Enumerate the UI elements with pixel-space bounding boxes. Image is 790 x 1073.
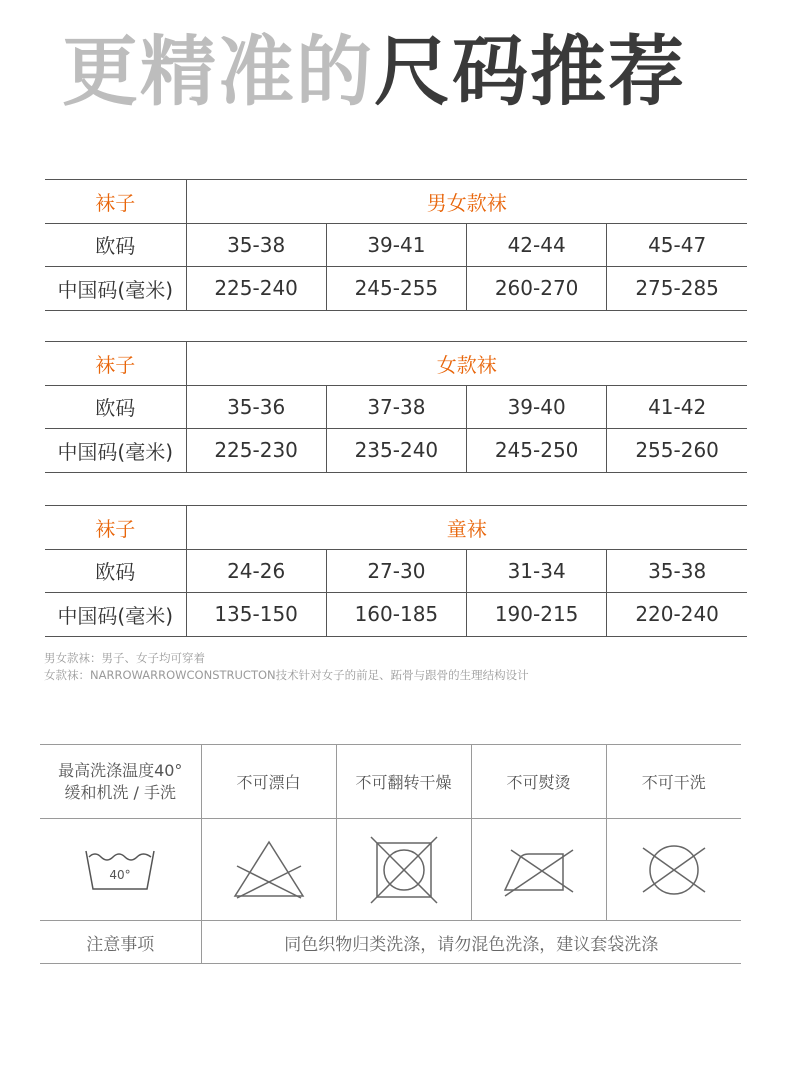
notice-label: 注意事项 [40, 921, 201, 964]
table-cell: 225-240 [186, 267, 326, 311]
no-bleach-label: 不可漂白 [201, 745, 336, 819]
header-title: 女款袜 [436, 352, 497, 377]
table-cell: 235-240 [326, 429, 466, 473]
table-cell: 190-215 [467, 593, 607, 637]
row-label: 中国码(毫米) [45, 593, 186, 637]
table-cell: 27-30 [326, 549, 466, 593]
notice-text: 同色织物归类洗涤，请勿混色洗涤，建议套袋洗涤 [284, 934, 659, 955]
table-row [45, 593, 747, 637]
row-label: 欧码 [45, 549, 186, 593]
care-label-row [40, 745, 741, 819]
table-cell: 37-38 [326, 385, 466, 429]
table-cell: 275-285 [635, 276, 719, 301]
no-iron-cell [471, 819, 606, 921]
wash-temp-label [40, 745, 201, 819]
no-bleach-cell [201, 819, 336, 921]
no-tumble-dry-icon [369, 835, 439, 905]
header-label: 袜子 [45, 506, 186, 550]
table-cell: 35-36 [186, 385, 326, 429]
header-title: 男女款袜 [426, 190, 507, 215]
table-header-row [45, 180, 747, 224]
no-iron-label: 不可熨烫 [471, 745, 606, 819]
headline-dark: 尺码推荐 [374, 27, 686, 116]
no-tumble-dry-label: 不可翻转干燥 [336, 745, 471, 819]
wash-basin-icon [83, 845, 157, 895]
size-notes [44, 650, 529, 684]
size-table-kids [45, 505, 747, 637]
row-label: 欧码 [45, 385, 186, 429]
wash-temp-line1: 最高洗涤温度40° [58, 760, 183, 780]
row-label: 中国码(毫米) [45, 267, 186, 311]
no-iron-icon [501, 840, 577, 900]
table-cell: 35-38 [648, 558, 707, 583]
table-cell: 225-230 [186, 429, 326, 473]
no-dry-clean-label: 不可干洗 [641, 773, 706, 792]
table-cell: 245-255 [326, 267, 466, 311]
table-header-row [45, 342, 747, 386]
care-instructions-table [40, 744, 741, 964]
table-cell: 39-40 [467, 385, 607, 429]
table-cell: 39-41 [326, 223, 466, 267]
header-title: 童袜 [446, 516, 487, 541]
table-cell: 42-44 [467, 223, 607, 267]
header-label: 袜子 [45, 180, 186, 224]
size-table-unisex [45, 179, 747, 311]
no-dry-clean-cell [606, 819, 741, 921]
row-label: 中国码(毫米) [45, 429, 186, 473]
table-header-row [45, 506, 747, 550]
table-row [45, 223, 747, 267]
wash-temp-line2: 缓和机洗 / 手洗 [64, 782, 177, 802]
row-label: 欧码 [45, 223, 186, 267]
no-dry-clean-icon [639, 840, 709, 900]
table-cell: 31-34 [467, 549, 607, 593]
table-cell: 41-42 [648, 394, 707, 419]
table-cell: 160-185 [326, 593, 466, 637]
note-line: 男女款袜：男子、女子均可穿着 [44, 651, 205, 665]
headline-light: 更精准的 [62, 27, 374, 116]
page-headline [62, 24, 686, 120]
wash-temp-icon-text: 40° [109, 867, 131, 882]
no-bleach-icon [231, 838, 307, 902]
wash-40-cell [40, 819, 201, 921]
header-label: 袜子 [45, 342, 186, 386]
table-cell: 220-240 [635, 602, 719, 627]
care-icon-row [40, 819, 741, 921]
note-line: 女款袜：NARROWARROWCONSTRUCTON技术针对女子的前足、跖骨与跟骨的生理结构设计 [44, 668, 529, 682]
table-row [45, 267, 747, 311]
table-row [45, 429, 747, 473]
table-cell: 35-38 [186, 223, 326, 267]
table-row [45, 385, 747, 429]
size-table-women [45, 341, 747, 473]
no-tumble-dry-cell [336, 819, 471, 921]
table-cell: 45-47 [648, 232, 707, 257]
care-notice-row [40, 921, 741, 964]
table-cell: 255-260 [635, 438, 719, 463]
table-cell: 135-150 [186, 593, 326, 637]
table-row [45, 549, 747, 593]
table-cell: 260-270 [467, 267, 607, 311]
table-cell: 24-26 [186, 549, 326, 593]
table-cell: 245-250 [467, 429, 607, 473]
